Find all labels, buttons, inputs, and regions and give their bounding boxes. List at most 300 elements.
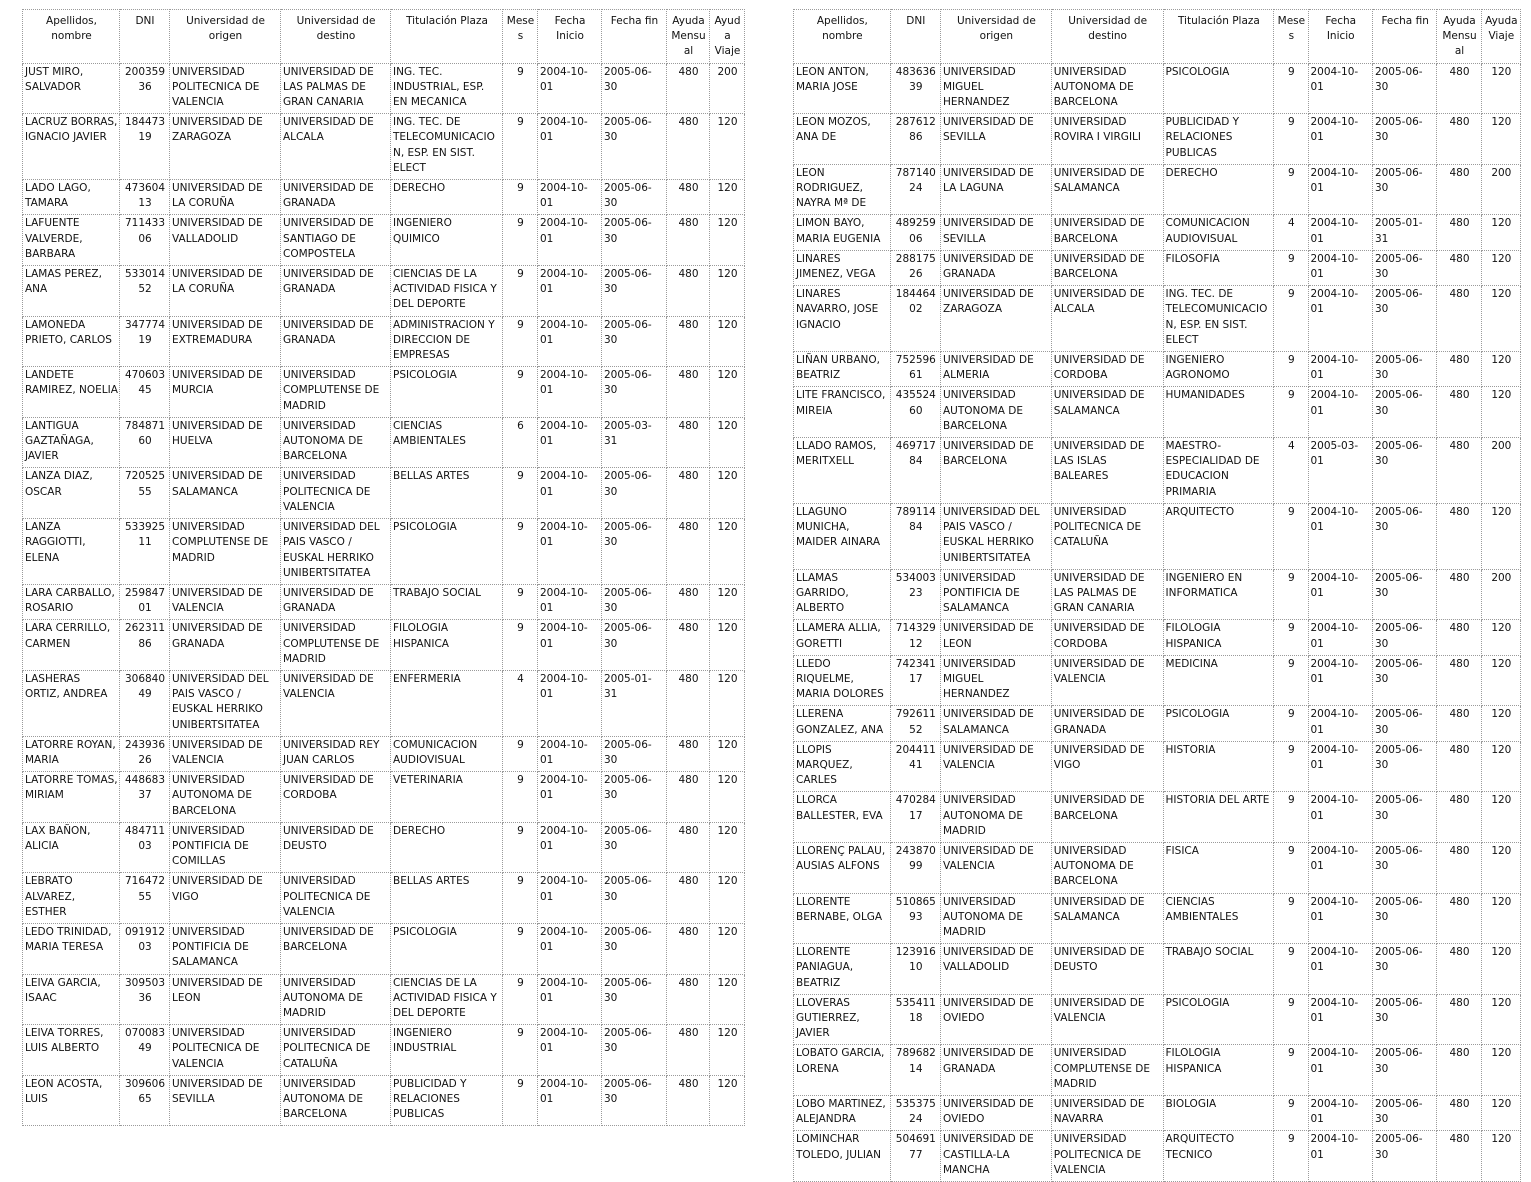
cell-end-date: 2005-06-30 — [602, 584, 667, 619]
cell-name: LOMINCHAR TOLEDO, JULIAN — [794, 1131, 891, 1182]
cell-degree: COMUNICACION AUDIOVISUAL — [391, 736, 503, 771]
cell-name: LACRUZ BORRAS, IGNACIO JAVIER — [23, 114, 120, 180]
cell-name: LLAGUNO MUNICHA, MAIDER AINARA — [794, 503, 891, 569]
cell-end-date: 2005-06-30 — [1372, 387, 1436, 438]
cell-travel-aid: 120 — [1481, 893, 1520, 944]
cell-travel-aid: 120 — [710, 114, 745, 180]
table-row — [23, 923, 745, 974]
cell-degree: ENFERMERIA — [391, 670, 503, 736]
cell-dni: 53392511 — [120, 519, 170, 585]
cell-dni: 46971784 — [890, 438, 940, 504]
cell-end-date: 2005-06-30 — [602, 215, 667, 266]
cell-start-date: 2004-10-01 — [1308, 1096, 1372, 1131]
cell-months: 9 — [1274, 706, 1308, 741]
cell-months: 9 — [503, 873, 538, 924]
cell-degree: PSICOLOGIA — [391, 923, 503, 974]
cell-dni: 50469177 — [890, 1131, 940, 1182]
cell-origin: UNIVERSIDAD DE ZARAGOZA — [170, 114, 281, 180]
cell-dni: 71647255 — [120, 873, 170, 924]
cell-dni: 09191203 — [120, 923, 170, 974]
cell-travel-aid: 120 — [1481, 792, 1520, 843]
table-row — [794, 1096, 1521, 1131]
cell-origin: UNIVERSIDAD DE GRANADA — [170, 620, 281, 671]
cell-destination: UNIVERSIDAD DE DEUSTO — [281, 822, 391, 873]
cell-name: LEON RODRIGUEZ, NAYRA Mª DE — [794, 164, 891, 215]
cell-start-date: 2004-10-01 — [1308, 655, 1372, 706]
cell-degree: CIENCIAS AMBIENTALES — [391, 417, 503, 468]
cell-name: LATORRE ROYAN, MARIA — [23, 736, 120, 771]
cell-origin: UNIVERSIDAD DE LA CORUÑA — [170, 180, 281, 215]
cell-degree: MAESTRO-ESPECIALIDAD DE EDUCACION PRIMARIA — [1163, 438, 1274, 504]
cell-start-date: 2004-10-01 — [1308, 944, 1372, 995]
cell-name: LINARES JIMENEZ, VEGA — [794, 250, 891, 285]
cell-origin: UNIVERSIDAD DE LEON — [170, 974, 281, 1025]
cell-end-date: 2005-06-30 — [1372, 164, 1436, 215]
cell-dni: 78968214 — [890, 1045, 940, 1096]
table-row — [794, 893, 1521, 944]
table-row — [23, 772, 745, 823]
cell-travel-aid: 200 — [1481, 438, 1520, 504]
cell-origin: UNIVERSIDAD DE VALENCIA — [170, 584, 281, 619]
cell-destination: UNIVERSIDAD AUTONOMA DE BARCELONA — [1051, 63, 1163, 114]
grants-table-left — [22, 9, 745, 1126]
table-row — [794, 387, 1521, 438]
cell-name: LLEDO RIQUELME, MARIA DOLORES — [794, 655, 891, 706]
cell-end-date: 2005-06-30 — [602, 1075, 667, 1126]
cell-origin: UNIVERSIDAD DE BARCELONA — [941, 438, 1052, 504]
cell-start-date: 2004-10-01 — [538, 519, 602, 585]
cell-name: LLORENTE PANIAGUA, BEATRIZ — [794, 944, 891, 995]
cell-start-date: 2004-10-01 — [538, 736, 602, 771]
table-row — [794, 842, 1521, 893]
cell-origin: UNIVERSIDAD DE CASTILLA-LA MANCHA — [941, 1131, 1052, 1182]
cell-name: LAX BAÑON, ALICIA — [23, 822, 120, 873]
cell-degree: BELLAS ARTES — [391, 468, 503, 519]
cell-monthly-aid: 480 — [1437, 250, 1481, 285]
cell-name: LOBATO GARCIA, LORENA — [794, 1045, 891, 1096]
cell-travel-aid: 120 — [710, 1075, 745, 1126]
cell-monthly-aid: 480 — [667, 584, 710, 619]
cell-dni: 53537524 — [890, 1096, 940, 1131]
cell-origin: UNIVERSIDAD DE OVIEDO — [941, 1096, 1052, 1131]
cell-degree: PSICOLOGIA — [1163, 706, 1274, 741]
table-row — [23, 180, 745, 215]
cell-origin: UNIVERSIDAD AUTONOMA DE BARCELONA — [941, 387, 1052, 438]
cell-travel-aid: 120 — [1481, 63, 1520, 114]
cell-degree: ING. TEC. INDUSTRIAL, ESP. EN MECANICA — [391, 63, 503, 114]
cell-start-date: 2004-10-01 — [538, 873, 602, 924]
cell-months: 9 — [503, 822, 538, 873]
cell-degree: CIENCIAS DE LA ACTIVIDAD FISICA Y DEL DEPORTE — [391, 974, 503, 1025]
cell-monthly-aid: 480 — [1437, 503, 1481, 569]
cell-end-date: 2005-06-30 — [1372, 655, 1436, 706]
cell-dni: 47360413 — [120, 180, 170, 215]
cell-end-date: 2005-06-30 — [1372, 944, 1436, 995]
cell-monthly-aid: 480 — [1437, 286, 1481, 352]
table-row — [794, 63, 1521, 114]
cell-start-date: 2004-10-01 — [1308, 63, 1372, 114]
cell-months: 9 — [503, 114, 538, 180]
cell-travel-aid: 120 — [1481, 655, 1520, 706]
cell-start-date: 2004-10-01 — [1308, 1045, 1372, 1096]
cell-start-date: 2004-10-01 — [1308, 792, 1372, 843]
cell-degree: ARQUITECTO TECNICO — [1163, 1131, 1274, 1182]
cell-start-date: 2004-10-01 — [538, 772, 602, 823]
cell-dni: 75259661 — [890, 352, 940, 387]
cell-monthly-aid: 480 — [667, 215, 710, 266]
cell-dni: 51086593 — [890, 893, 940, 944]
header-end-date: Fecha fin — [602, 10, 667, 64]
cell-end-date: 2005-06-30 — [602, 519, 667, 585]
header-months: Meses — [503, 10, 538, 64]
cell-name: LEDO TRINIDAD, MARIA TERESA — [23, 923, 120, 974]
cell-destination: UNIVERSIDAD AUTONOMA DE BARCELONA — [281, 417, 391, 468]
cell-travel-aid: 120 — [1481, 250, 1520, 285]
cell-months: 9 — [1274, 286, 1308, 352]
cell-name: LANZA RAGGIOTTI, ELENA — [23, 519, 120, 585]
cell-dni: 28761286 — [890, 114, 940, 165]
cell-origin: UNIVERSIDAD DE VIGO — [170, 873, 281, 924]
cell-end-date: 2005-06-30 — [1372, 352, 1436, 387]
cell-monthly-aid: 480 — [1437, 620, 1481, 655]
cell-monthly-aid: 480 — [1437, 387, 1481, 438]
cell-origin: UNIVERSIDAD DE SEVILLA — [941, 215, 1052, 250]
table-row — [794, 944, 1521, 995]
cell-name: JUST MIRO, SALVADOR — [23, 63, 120, 114]
cell-monthly-aid: 480 — [1437, 1131, 1481, 1182]
cell-dni: 74234117 — [890, 655, 940, 706]
cell-travel-aid: 120 — [710, 923, 745, 974]
table-row — [23, 1025, 745, 1076]
cell-degree: DERECHO — [391, 822, 503, 873]
cell-name: LARA CARBALLO, ROSARIO — [23, 584, 120, 619]
cell-end-date: 2005-06-30 — [1372, 286, 1436, 352]
cell-destination: UNIVERSIDAD DE SALAMANCA — [1051, 387, 1163, 438]
cell-origin: UNIVERSIDAD DE OVIEDO — [941, 994, 1052, 1045]
cell-destination: UNIVERSIDAD DE ALCALA — [1051, 286, 1163, 352]
cell-travel-aid: 120 — [710, 417, 745, 468]
cell-monthly-aid: 480 — [667, 873, 710, 924]
cell-months: 9 — [1274, 655, 1308, 706]
cell-name: LADO LAGO, TAMARA — [23, 180, 120, 215]
cell-degree: FILOSOFIA — [1163, 250, 1274, 285]
table-row — [23, 974, 745, 1025]
cell-dni: 12391610 — [890, 944, 940, 995]
cell-monthly-aid: 480 — [1437, 994, 1481, 1045]
cell-origin: UNIVERSIDAD DE ZARAGOZA — [941, 286, 1052, 352]
cell-start-date: 2004-10-01 — [1308, 164, 1372, 215]
cell-travel-aid: 120 — [710, 620, 745, 671]
cell-start-date: 2004-10-01 — [1308, 503, 1372, 569]
table-row — [794, 706, 1521, 741]
cell-monthly-aid: 480 — [1437, 1096, 1481, 1131]
cell-destination: UNIVERSIDAD DE CORDOBA — [1051, 352, 1163, 387]
cell-dni: 30960665 — [120, 1075, 170, 1126]
cell-months: 9 — [503, 266, 538, 317]
cell-start-date: 2004-10-01 — [538, 114, 602, 180]
cell-monthly-aid: 480 — [667, 822, 710, 873]
table-row — [23, 417, 745, 468]
cell-monthly-aid: 480 — [1437, 706, 1481, 741]
cell-name: LEIVA GARCIA, ISAAC — [23, 974, 120, 1025]
cell-end-date: 2005-06-30 — [602, 180, 667, 215]
cell-dni: 72052555 — [120, 468, 170, 519]
cell-name: LEON ACOSTA, LUIS — [23, 1075, 120, 1126]
table-row — [794, 1045, 1521, 1096]
header-end-date: Fecha fin — [1372, 10, 1436, 64]
header-origin: Universidad de origen — [941, 10, 1052, 64]
cell-months: 9 — [1274, 893, 1308, 944]
cell-origin: UNIVERSIDAD DE SALAMANCA — [941, 706, 1052, 741]
cell-origin: UNIVERSIDAD AUTONOMA DE MADRID — [941, 792, 1052, 843]
cell-destination: UNIVERSIDAD COMPLUTENSE DE MADRID — [281, 620, 391, 671]
cell-destination: UNIVERSIDAD DE ALCALA — [281, 114, 391, 180]
cell-destination: UNIVERSIDAD POLITECNICA DE CATALUÑA — [1051, 503, 1163, 569]
cell-destination: UNIVERSIDAD DE BARCELONA — [1051, 250, 1163, 285]
cell-destination: UNIVERSIDAD ROVIRA I VIRGILI — [1051, 114, 1163, 165]
table-row — [23, 114, 745, 180]
cell-degree: FILOLOGIA HISPANICA — [1163, 1045, 1274, 1096]
cell-destination: UNIVERSIDAD DE NAVARRA — [1051, 1096, 1163, 1131]
cell-end-date: 2005-06-30 — [602, 316, 667, 367]
table-row — [23, 316, 745, 367]
cell-degree: INGENIERO AGRONOMO — [1163, 352, 1274, 387]
cell-start-date: 2004-10-01 — [538, 670, 602, 736]
cell-monthly-aid: 480 — [667, 266, 710, 317]
cell-months: 9 — [503, 923, 538, 974]
cell-dni: 43552460 — [890, 387, 940, 438]
cell-dni: 48363639 — [890, 63, 940, 114]
cell-monthly-aid: 480 — [1437, 114, 1481, 165]
right-table-column — [793, 9, 1521, 1182]
cell-travel-aid: 120 — [710, 822, 745, 873]
cell-travel-aid: 120 — [1481, 994, 1520, 1045]
cell-name: LANTIGUA GAZTAÑAGA, JAVIER — [23, 417, 120, 468]
cell-start-date: 2004-10-01 — [538, 266, 602, 317]
cell-degree: INGENIERO EN INFORMATICA — [1163, 569, 1274, 620]
cell-end-date: 2005-01-31 — [602, 670, 667, 736]
cell-origin: UNIVERSIDAD AUTONOMA DE MADRID — [941, 893, 1052, 944]
table-row — [23, 584, 745, 619]
cell-travel-aid: 120 — [1481, 352, 1520, 387]
header-name: Apellidos, nombre — [794, 10, 891, 64]
cell-travel-aid: 120 — [710, 180, 745, 215]
cell-name: LLORENTE BERNABE, OLGA — [794, 893, 891, 944]
table-row — [23, 1075, 745, 1126]
cell-end-date: 2005-06-30 — [602, 620, 667, 671]
cell-degree: BIOLOGIA — [1163, 1096, 1274, 1131]
cell-origin: UNIVERSIDAD DE LEON — [941, 620, 1052, 655]
cell-months: 4 — [503, 670, 538, 736]
cell-origin: UNIVERSIDAD POLITECNICA DE VALENCIA — [170, 1025, 281, 1076]
header-destination: Universidad de destino — [1051, 10, 1163, 64]
cell-dni: 20441141 — [890, 741, 940, 792]
cell-months: 9 — [1274, 994, 1308, 1045]
cell-travel-aid: 120 — [710, 468, 745, 519]
header-name: Apellidos, nombre — [23, 10, 120, 64]
cell-name: LAFUENTE VALVERDE, BARBARA — [23, 215, 120, 266]
cell-degree: INGENIERO QUIMICO — [391, 215, 503, 266]
cell-travel-aid: 120 — [710, 316, 745, 367]
cell-destination: UNIVERSIDAD AUTONOMA DE MADRID — [281, 974, 391, 1025]
header-start-date: Fecha Inicio — [1308, 10, 1372, 64]
cell-monthly-aid: 480 — [667, 923, 710, 974]
cell-degree: PSICOLOGIA — [391, 519, 503, 585]
cell-start-date: 2004-10-01 — [538, 923, 602, 974]
cell-origin: UNIVERSIDAD DE GRANADA — [941, 250, 1052, 285]
cell-dni: 53301452 — [120, 266, 170, 317]
cell-end-date: 2005-06-30 — [1372, 503, 1436, 569]
cell-degree: CIENCIAS DE LA ACTIVIDAD FISICA Y DEL DEPORTE — [391, 266, 503, 317]
cell-end-date: 2005-06-30 — [1372, 438, 1436, 504]
cell-months: 4 — [1274, 438, 1308, 504]
cell-start-date: 2004-10-01 — [538, 417, 602, 468]
cell-end-date: 2005-06-30 — [1372, 1045, 1436, 1096]
cell-months: 9 — [1274, 63, 1308, 114]
cell-destination: UNIVERSIDAD DE DEUSTO — [1051, 944, 1163, 995]
cell-destination: UNIVERSIDAD DE GRANADA — [1051, 706, 1163, 741]
cell-monthly-aid: 480 — [667, 180, 710, 215]
cell-start-date: 2004-10-01 — [1308, 893, 1372, 944]
cell-origin: UNIVERSIDAD DE SEVILLA — [170, 1075, 281, 1126]
cell-start-date: 2004-10-01 — [1308, 741, 1372, 792]
cell-months: 9 — [503, 620, 538, 671]
cell-travel-aid: 120 — [1481, 1131, 1520, 1182]
table-row — [23, 468, 745, 519]
table-row — [794, 352, 1521, 387]
cell-degree: FILOLOGIA HISPANICA — [391, 620, 503, 671]
cell-dni: 25984701 — [120, 584, 170, 619]
cell-degree: INGENIERO INDUSTRIAL — [391, 1025, 503, 1076]
cell-end-date: 2005-03-31 — [602, 417, 667, 468]
cell-dni: 20035936 — [120, 63, 170, 114]
cell-name: LEBRATO ALVAREZ, ESTHER — [23, 873, 120, 924]
cell-end-date: 2005-06-30 — [1372, 620, 1436, 655]
cell-travel-aid: 120 — [710, 519, 745, 585]
cell-degree: FILOLOGIA HISPANICA — [1163, 620, 1274, 655]
table-row — [23, 736, 745, 771]
cell-destination: UNIVERSIDAD POLITECNICA DE CATALUÑA — [281, 1025, 391, 1076]
cell-travel-aid: 120 — [710, 584, 745, 619]
cell-degree: ING. TEC. DE TELECOMUNICACION, ESP. EN SIST. ELECT — [1163, 286, 1274, 352]
cell-monthly-aid: 480 — [1437, 792, 1481, 843]
cell-months: 9 — [503, 215, 538, 266]
cell-end-date: 2005-06-30 — [1372, 250, 1436, 285]
cell-dni: 79261152 — [890, 706, 940, 741]
cell-start-date: 2004-10-01 — [1308, 620, 1372, 655]
cell-origin: UNIVERSIDAD AUTONOMA DE BARCELONA — [170, 772, 281, 823]
cell-origin: UNIVERSIDAD DEL PAIS VASCO / EUSKAL HERRIKO UNIBERTSITATEA — [941, 503, 1052, 569]
header-dni: DNI — [890, 10, 940, 64]
cell-dni: 53541118 — [890, 994, 940, 1045]
cell-months: 6 — [503, 417, 538, 468]
cell-monthly-aid: 480 — [1437, 164, 1481, 215]
cell-dni: 28817526 — [890, 250, 940, 285]
cell-destination: UNIVERSIDAD DE VIGO — [1051, 741, 1163, 792]
cell-end-date: 2005-06-30 — [1372, 893, 1436, 944]
cell-degree: TRABAJO SOCIAL — [1163, 944, 1274, 995]
cell-origin: UNIVERSIDAD DE ALMERIA — [941, 352, 1052, 387]
cell-start-date: 2004-10-01 — [538, 316, 602, 367]
cell-origin: UNIVERSIDAD DE LA CORUÑA — [170, 266, 281, 317]
table-row — [794, 994, 1521, 1045]
cell-destination: UNIVERSIDAD AUTONOMA DE BARCELONA — [1051, 842, 1163, 893]
table-row — [23, 670, 745, 736]
cell-travel-aid: 120 — [710, 736, 745, 771]
cell-monthly-aid: 480 — [1437, 893, 1481, 944]
cell-months: 9 — [503, 367, 538, 418]
cell-start-date: 2004-10-01 — [1308, 215, 1372, 250]
cell-degree: PSICOLOGIA — [391, 367, 503, 418]
cell-degree: PUBLICIDAD Y RELACIONES PUBLICAS — [391, 1075, 503, 1126]
cell-name: LAMAS PEREZ, ANA — [23, 266, 120, 317]
cell-monthly-aid: 480 — [667, 63, 710, 114]
cell-destination: UNIVERSIDAD DE VALENCIA — [1051, 655, 1163, 706]
cell-end-date: 2005-06-30 — [1372, 994, 1436, 1045]
cell-name: LEON MOZOS, ANA DE — [794, 114, 891, 165]
cell-name: LASHERAS ORTIZ, ANDREA — [23, 670, 120, 736]
cell-travel-aid: 120 — [710, 266, 745, 317]
cell-end-date: 2005-06-30 — [602, 923, 667, 974]
cell-months: 9 — [1274, 842, 1308, 893]
cell-travel-aid: 120 — [1481, 706, 1520, 741]
cell-travel-aid: 120 — [1481, 741, 1520, 792]
cell-travel-aid: 120 — [1481, 944, 1520, 995]
table-row — [794, 286, 1521, 352]
cell-end-date: 2005-06-30 — [602, 468, 667, 519]
cell-months: 9 — [503, 180, 538, 215]
cell-dni: 34777419 — [120, 316, 170, 367]
cell-monthly-aid: 480 — [1437, 944, 1481, 995]
cell-destination: UNIVERSIDAD DE CORDOBA — [281, 772, 391, 823]
cell-monthly-aid: 480 — [667, 114, 710, 180]
grants-table-right — [793, 9, 1521, 1182]
cell-name: LARA CERRILLO, CARMEN — [23, 620, 120, 671]
cell-months: 9 — [1274, 114, 1308, 165]
cell-start-date: 2004-10-01 — [538, 584, 602, 619]
cell-months: 9 — [1274, 620, 1308, 655]
cell-destination: UNIVERSIDAD DE SALAMANCA — [1051, 893, 1163, 944]
cell-destination: UNIVERSIDAD DE LAS PALMAS DE GRAN CANARIA — [1051, 569, 1163, 620]
cell-monthly-aid: 480 — [667, 772, 710, 823]
cell-months: 9 — [1274, 503, 1308, 569]
cell-destination: UNIVERSIDAD DE BARCELONA — [1051, 215, 1163, 250]
cell-months: 4 — [1274, 215, 1308, 250]
header-start-date: Fecha Inicio — [538, 10, 602, 64]
cell-destination: UNIVERSIDAD REY JUAN CARLOS — [281, 736, 391, 771]
cell-origin: UNIVERSIDAD MIGUEL HERNANDEZ — [941, 63, 1052, 114]
cell-end-date: 2005-06-30 — [602, 1025, 667, 1076]
cell-dni: 48925906 — [890, 215, 940, 250]
cell-monthly-aid: 480 — [667, 1075, 710, 1126]
cell-travel-aid: 120 — [710, 367, 745, 418]
table-row — [23, 519, 745, 585]
cell-monthly-aid: 480 — [1437, 63, 1481, 114]
header-travel-aid: Ayuda Viaje — [710, 10, 745, 64]
cell-degree: FISICA — [1163, 842, 1274, 893]
table-row — [23, 822, 745, 873]
cell-degree: CIENCIAS AMBIENTALES — [1163, 893, 1274, 944]
cell-months: 9 — [503, 63, 538, 114]
cell-destination: UNIVERSIDAD DE BARCELONA — [1051, 792, 1163, 843]
cell-origin: UNIVERSIDAD DE EXTREMADURA — [170, 316, 281, 367]
cell-months: 9 — [503, 519, 538, 585]
table-row — [794, 438, 1521, 504]
cell-start-date: 2005-03-01 — [1308, 438, 1372, 504]
cell-degree: PSICOLOGIA — [1163, 63, 1274, 114]
cell-origin: UNIVERSIDAD PONTIFICIA DE SALAMANCA — [170, 923, 281, 974]
cell-monthly-aid: 480 — [667, 736, 710, 771]
